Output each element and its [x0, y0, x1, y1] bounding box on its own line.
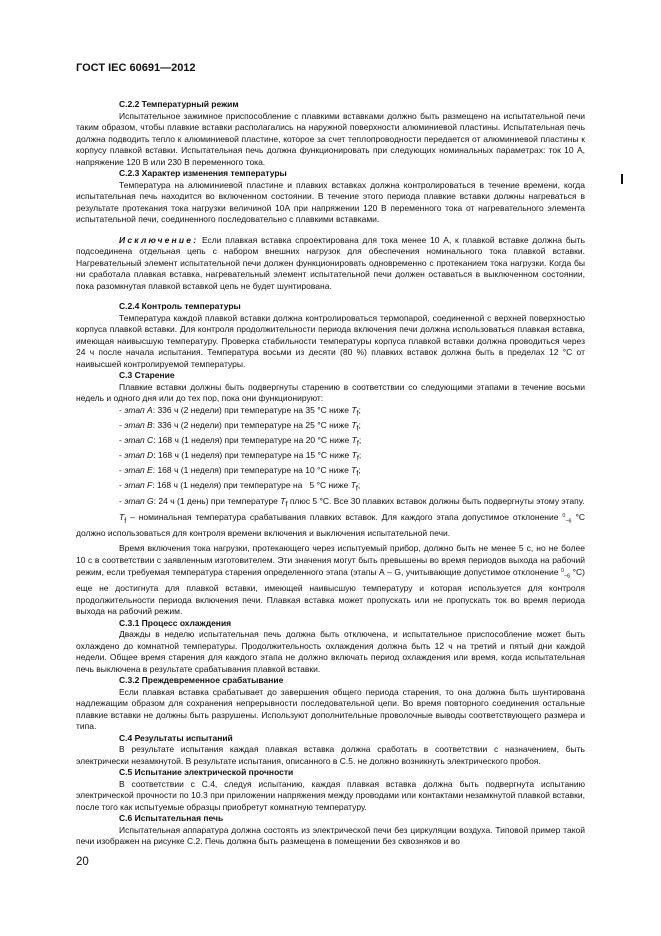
- change-margin-mark: [621, 174, 623, 184]
- section-title: С.2.2 Температурный режим: [119, 99, 239, 109]
- section-title: С.3.2 Преждевременное срабатывание: [119, 675, 284, 686]
- section-title: С.2.3 Характер изменения температуры: [119, 168, 287, 178]
- stage-item: - этап В: 336 ч (2 недели) при температуре на 25 °С ниже $T_f$;: [119, 419, 361, 433]
- exception-text: Если плавкая вставка спроектирована для тока менее 10 А, к плавкой вставке должна быть подсоединена отдельная цепь с набором внешних нагрузок для обеспечения номинального тока плавкой вставки. Нагревательный элемент испытательной печи должен функционировать одновременно с протеканием тока нагрузки. Когда бы ни сработала плавкая вставка, нагревательный элемент испытательной печи должен оставаться в выключенном состоянии, пока разомкнутая плавкой вставкой цепь не будет шунтирована.: [76, 234, 585, 291]
- exception-paragraph: [76, 235, 585, 293]
- paragraph: Дважды в неделю испытательная печь должна быть отключена, и испытательное приспособление может быть охлаждено до комнатной температуры. Продолжительность охлаждения должна быть 12 ч на третий и пятый дни каждой недели. Общее время старения для каждого этапа не должно включать период охлаждения или время, когда испытательная печь выключена в результате срабатывания плавкой вставки.: [76, 629, 585, 674]
- paragraph: В соответствии с С.4, следуя испытанию, каждая плавкая вставка должна быть подвергнута испытанию электрической прочности по 10.3 при приложении напряжения между проводами или контактами незамкнутой плавкой вставки, после того как испытуемые образцы приобретут комнатную температуру.: [76, 778, 585, 812]
- section-title: С.4 Результаты испытаний: [119, 732, 233, 743]
- section-title: С.5 Испытание электрической прочности: [119, 767, 294, 778]
- paragraph: Испытательное зажимное приспособление с плавкими вставками должно быть размещено на испытательной печи таким образом, чтобы плавкие вставки располагались на наружной поверхности алюминиевой пластины. Испытательная печь должна подводить тепло к алюминиевой пластине, которое за счет теплопроводности передается от алюминиевой пластины к корпусу плавкой вставки. Испытательная печь должна функционировать при следующих номинальных параметрах: ток 10 А, напряжение 120 В или 230 В переменного тока.: [76, 110, 585, 167]
- paragraph: Температура каждой плавкой вставки должна контролироваться термопарой, соединенной с верхней поверхностью корпуса плавкой вставки. Для контроля продолжительности периода включения печи должна использоваться плавкая вставка, имеющая наивысшую температуру. Проверка стабильности температуры корпуса плавкой вставки должна проводиться через 24 ч после начала испытания. Температура восьми из десяти (80 %) плавких вставок должна быть в пределах 12 °С от наивысшей контролируемой температуры.: [76, 312, 585, 369]
- section-title: С.2.4 Контроль температуры: [119, 301, 241, 311]
- stage-item: - этап Е: 168 ч (1 неделя) при температуре на 10 °С ниже $T_f$;: [119, 465, 361, 478]
- stage-item: - этап С: 168 ч (1 неделя) при температуре на 20 °С ниже $T_f$;: [119, 434, 362, 448]
- paragraph: Если плавкая вставка срабатывает до завершения общего периода старения, то она должна быть шунтирована надлежащим образом для сохранения непрерывности последовательной цепи. Во время повторного соединения остальные плавкие вставки не должны быть разрушены. Используют дополнительные проволочные выводы соответствующего размера и типа.: [76, 686, 585, 732]
- paragraph: Температура на алюминиевой пластине и плавких вставках должна контролироваться в течение времени, когда испытательная печь находится во включенном состоянии. В течение этого периода плавкие вставки должны нагреваться в результате протекания тока нагрузки величиной 10А при напряжении 120 В переменного тока от нагревательного элемента испытательной печи, соединенного последовательно с плавкими вставками.: [76, 179, 585, 224]
- section-title: С.6 Испытательная печь: [119, 813, 224, 824]
- page-content: [76, 99, 585, 848]
- paragraph: Время включения тока нагрузки, протекающего через испытуемый прибор, должно быть не менее 5 с, но не более 10 с в соответствии с заявленным изготовителем. Эти значения могут быть превышены во время периодов выхода на рабочий режим, если требуемая температура старения определенного этапа (этапы А – G, учитывающие допустимое отклонение $^0_{-6}$ °С) еще не достигнута для плавкой вставки, имеющей наивысшую температуру и которая используется для контроля продолжительности периода включения печи. Плавкая вставка может пропускать или не пропускать ток во время периода выхода на рабочий режим.: [76, 543, 585, 617]
- stage-item: - этап А: 336 ч (2 недели) при температуре на 35 °С ниже $T_f$;: [119, 404, 361, 418]
- stage-item: - этап F: 168 ч (1 неделя) при температуре на 5 °С ниже $T_f$;: [119, 480, 361, 494]
- page-number: 20: [76, 856, 89, 868]
- section-title: С.3 Старение: [119, 370, 175, 380]
- paragraph: Плавкие вставки должны быть подвергнуты старению в соответствии со следующими этапами в течение восьми недель и одного дня или до тех пор, пока они функционируют:: [76, 381, 585, 403]
- stage-item-g: - этап G: 24 ч (1 день) при температуре $T_f$ плюс 5 °С. Все 30 плавких вставок должны быть подвергнуты этому этапу.: [119, 495, 585, 509]
- tf-definition: $T_f$ – номинальная температура срабатывания плавких вставок. Для каждого этапа допустимое отклонение $^0_{-6}$ °С должно использоваться для контроля времени включения и выключения испытательной печи.: [76, 511, 585, 538]
- paragraph: Испытательная аппаратура должна состоять из электрической печи без циркуляции воздуха. Типовой пример такой печи изображен на рисунке С.2. Печь должна быть размещена в помещении без сквозняков и во: [76, 824, 585, 847]
- paragraph: В результате испытания каждая плавкая вставка должна сработать в соответствии с назначением, быть электрически незамкнутой. В результате испытания, описанного в С.5. не должно возникнуть электрического пробоя.: [76, 744, 585, 766]
- document-header: ГОСТ IEC 60691—2012: [76, 62, 196, 74]
- section-title: С.3.1 Процесс охлаждения: [119, 617, 232, 628]
- exception-label: Исключение:: [119, 234, 199, 245]
- stage-item: - этап D: 168 ч (1 неделя) при температуре на 15 °С ниже $T_f$;: [119, 450, 362, 463]
